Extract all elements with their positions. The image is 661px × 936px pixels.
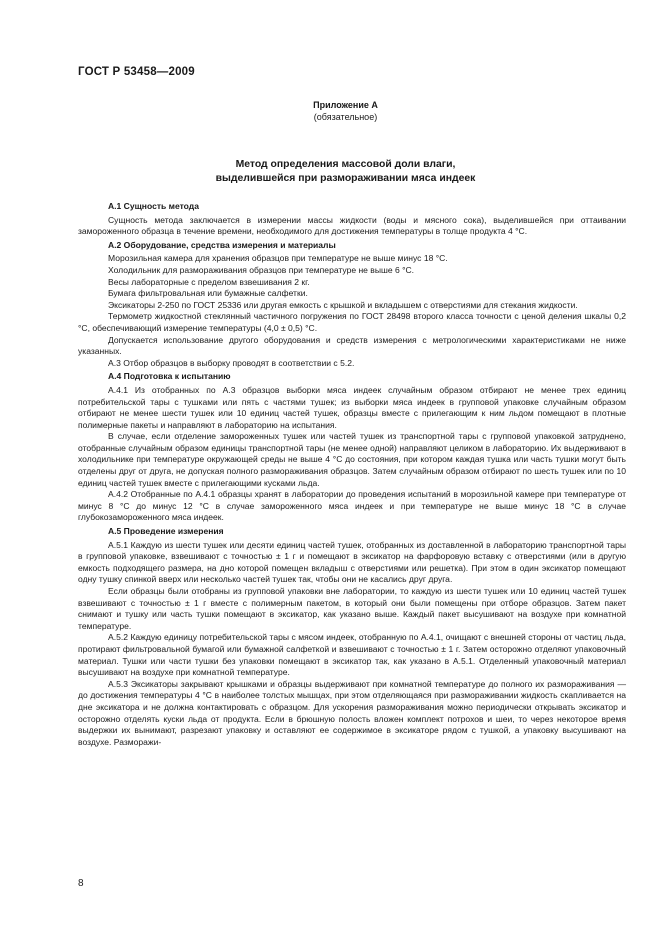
section-heading: А.2 Оборудование, средства измерения и материалы [108, 239, 336, 250]
body-paragraph: А.4.2 Отобранные по А.4.1 образцы хранят в лаборатории до проведения испытаний в морозильной камере при температуре от минус 8 °С до минус 12 °С в случае замороженного мяса индеек и при температуре не выше минус 18 °С в случае глубокозамороженного мяса индеек. [78, 489, 626, 523]
appendix-label: Приложение А [313, 100, 378, 110]
document-id: ГОСТ Р 53458—2009 [78, 66, 195, 78]
method-title-line-1: Метод определения массовой доли влаги, [235, 159, 456, 170]
body-paragraph: Холодильник для размораживания образцов при температуре не выше 6 °С. [108, 264, 415, 275]
section-heading: А.4 Подготовка к испытанию [108, 371, 231, 382]
body-paragraph: Допускается использование другого оборудования и средств измерения с метрологическими характеристиками не ниже указанных. [78, 334, 626, 357]
body-paragraph: Весы лабораторные с пределом взвешивания 2 кг. [108, 276, 310, 287]
page-number: 8 [78, 878, 84, 889]
document-body [78, 199, 626, 748]
body-paragraph: Эксикаторы 2-250 по ГОСТ 25336 или другая емкость с крышкой и вкладышем с отверстиями для стекания жидкости. [108, 299, 578, 310]
body-paragraph: А.5.1 Каждую из шести тушек или десяти единиц частей тушек, отобранных из доставленной в лабораторию транспортной тары в групповой упаковке, взвешивают с точностью ± 1 г и помещают в эксикатор на фарфоровую вставку с отверстиями (или в другую емкость подходящего размера, на дно которой помещен вкладыш с отверстиями или решетка). При этом в один эксикатор помещают одну тушку спинкой вверх или несколько частей тушек так, чтобы они не касались друг друга. [78, 539, 626, 585]
body-paragraph: Морозильная камера для хранения образцов при температуре не выше минус 18 °С. [108, 253, 448, 264]
body-paragraph: А.5.3 Эксикаторы закрывают крышками и образцы выдерживают при комнатной температуре до полного их размораживания — до достижения температуры 4 °С в наиболее толстых мышцах, при этом отделяющаяся при размораживании жидкость скапливается на дне эксикатора и не должна контактировать с образцом. Для ускорения размораживания можно периодически открывать эксикатор и осторожно отделять куски льда от продукта. Если в брюшную полость вложен комплект потрохов и шеи, то через некоторое время выдержки их вынимают, разрезают упаковку и оставляют ее содержимое в эксикаторе рядом с тушкой, а упаковку высушивают на воздухе. Разморажи- [78, 678, 626, 747]
body-paragraph: Термометр жидкостной стеклянный частичного погружения по ГОСТ 28498 второго класса точности с ценой деления шкалы 0,2 °С, обеспечивающий измерение температуры (4,0 ± 0,5) °С. [78, 311, 626, 333]
section-heading: А.1 Сущность метода [108, 201, 199, 211]
body-paragraph: Сущность метода заключается в измерении массы жидкости (воды и мясного сока), выделившейся при оттаивании замороженного образца в течение времени, необходимого для достижения температуры в толще продукта 4 °С. [78, 214, 626, 237]
body-paragraph: А.5.2 Каждую единицу потребительской тары с мясом индеек, отобранную по А.4.1, очищают с внешней стороны от частиц льда, протирают фильтровальной бумагой или бумажной салфеткой и взвешивают с точностью ± 1 г. Затем осторожно отделяют упаковочный материал. Тушки или части тушки без упаковки помещают в эксикатор так, как указано в А.5.1. Отделенный упаковочный материал высушивают на воздухе при комнатной температуре. [78, 632, 626, 678]
section-heading: А.5 Проведение измерения [108, 526, 224, 537]
body-paragraph: В случае, если отделение замороженных тушек или частей тушек из транспортной тары с групповой упаковкой затруднено, отобранные случайным образом единицы транспортной тары (не менее одной) направляют целиком в лабораторию. Их выдерживают в холодильнике при температуре окружающей среды не выше 4 °С до состояния, при котором каждая тушка или часть тушки могут быть отделены друг от друга, не допуская полного размораживания образцов. Затем случайным образом отбирают по шесть тушек или по 10 единиц частей тушек вместе с прилегающими кусками льда. [78, 431, 626, 488]
method-title [0, 158, 661, 186]
body-paragraph: А.3 Отбор образцов в выборку проводят в соответствии с 5.2. [108, 357, 355, 368]
method-title-line-2: выделившейся при размораживании мяса индеек [215, 173, 476, 184]
appendix-heading [0, 99, 661, 123]
body-paragraph: Бумага фильтровальная или бумажные салфетки. [108, 288, 308, 299]
body-paragraph: А.4.1 Из отобранных по А.3 образцов выборки мяса индеек случайным образом отбирают не менее трех единиц потребительской тары с тушками или пять с частями тушек; из выборки мяса индеек в групповой упаковке случайным образом отбирают не менее шести тушек или 10 единиц частей тушек, образцы вместе с прилегающим к ним льдом помещают в плотные полимерные пакеты и направляют в лабораторию на испытания. [78, 384, 626, 430]
appendix-status: (обязательное) [313, 112, 378, 122]
body-paragraph: Если образцы были отобраны из групповой упаковки вне лаборатории, то каждую из шести тушек или 10 единиц частей тушек взвешивают с точностью ± 1 г вместе с полимерным пакетом, в который они были помещены при отборе образцов. Затем пакет снимают и тушку или часть тушки помещают в эксикатор, как указано выше. Каждый пакет высушивают на воздухе при комнатной температуре. [78, 586, 626, 631]
